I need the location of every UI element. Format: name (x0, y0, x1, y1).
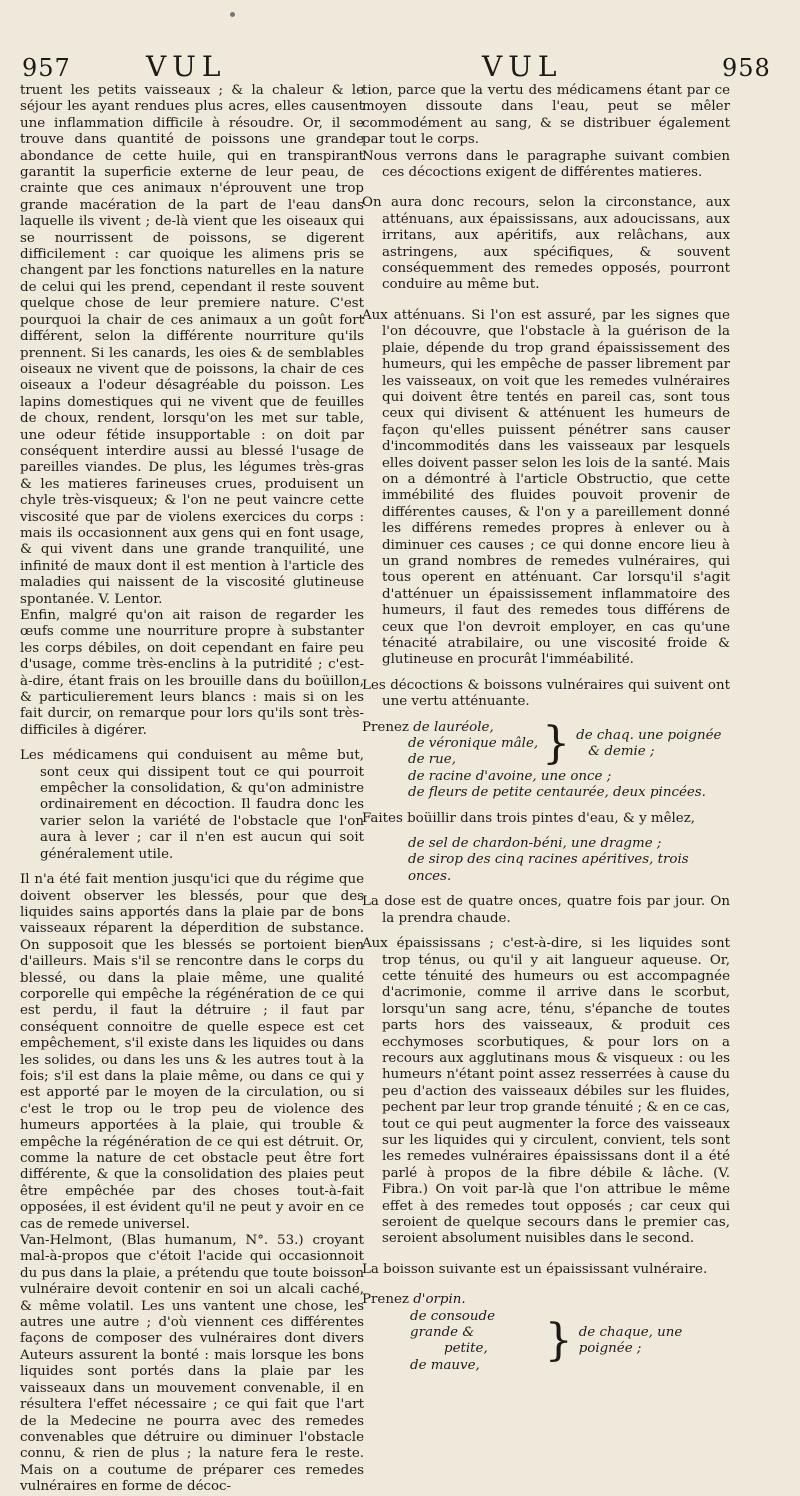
paragraph: Enfin, malgré qu'on ait raison de regarder les œufs comme une nourriture propre à substanter les corps débiles, on doit cependant en faire peu d'usage, comme très-enclins à la putridité ; c'est-à-dire, étant frais on les brouille dans du boüillon, & particulierement leurs blancs : mais si on les fait durcir, on remarque pour lors qu'ils sont très-difficiles à digérer. (20, 608, 364, 738)
recipe-item: d'orpin. (413, 1292, 466, 1308)
ink-speck (230, 12, 235, 17)
recipe-item: de véronique mâle, (408, 736, 539, 752)
recipe-item: de consoude grande & (410, 1308, 495, 1341)
recipe-1 (362, 720, 730, 802)
recipe-item: de mauve, (410, 1357, 480, 1373)
recipe-2 (362, 1292, 730, 1374)
paragraph: truent les petits vaisseaux ; & la chaleur & le séjour les ayant rendues plus acres, elles causent une inflammation difficile à résoudre. Or, il se trouve dans quantité de poissons une grande abondance de cette huile, qui en transpirant garantit la superficie externe de leur peau, de crainte que ces animaux n'éprouvent une trop grande macération de la part de l'eau dans laquelle ils vivent ; de-là vient que les oiseaux qui se nourrissent de poissons, se digerent difficilement : car quoique les alimens pris se changent par les fonctions naturelles en la nature de celui qui les prend, cependant il reste souvent quelque chose de leur premiere nature. C'est pourquoi la chair de ces animaux a un goût fort différent, selon la différente nourriture qu'ils prennent. Si les canards, les oies & de semblables oiseaux ne vivent que de poissons, la chair de ces oiseaux a l'odeur désagréable du poisson. Les lapins domestiques qui ne vivent que de feuilles de choux, rendent, lorsqu'on les met sur table, une odeur fétide insupportable : on doit par conséquent interdire aussi au blessé l'usage de pareilles viandes. De plus, les légumes très-gras & les matieres farineuses crues, produisent un chyle très-visqueux; & l'on ne peut vaincre cette viscosité que par de violens exercices du corps : mais ils occasionnent aux gens qui en font usage, & qui vivent dans une grande tranquilité, une infinité de maux dont il est mention à l'article des maladies qui naissent de la viscosité glutineuse spontanée. V. Lentor. (20, 83, 364, 607)
recipe-prenez: Prenez (362, 1292, 409, 1308)
paragraph: tion, parce que la vertu des médicamens étant par ce moyen dissoute dans l'eau, peut se mêler commodément au sang, & se distribuer également par tout le corps. (362, 83, 730, 148)
brace-glyph: } (542, 718, 571, 770)
paragraph: Il n'a été fait mention jusqu'ici que du régime que doivent observer les blessés, pour que des liquides sains apportés dans la plaie par de bons vaisseaux réparent la déperdition de substance. On supposoit que les blessés se portoient bien d'ailleurs. Mais s'il se rencontre dans le corps du blessé, ou dans la plaie même, une qualité corporelle qui empêche la régénération de ce qui est perdu, il faut la détruire ; il faut par conséquent connoitre de quelle espece est cet empêchement, s'il existe dans les liquides ou dans les solides, ou dans les uns & les autres tout à la fois; s'il est dans la plaie même, ou dans ce qui y est apporté par le moyen de la circulation, ou si c'est le trop ou le trop peu de violence des humeurs apportées à la plaie, qui trouble & empêche la régénération de ce qui est détruit. Or, comme la nature de cet obstacle peut être fort différente, & que la consolidation des plaies peut être empêchée par des choses tout-à-fait opposées, il est évident qu'il ne peut y avoir en ce cas de remede universel. (20, 872, 364, 1232)
paragraph: On aura donc recours, selon la circonstance, aux atténuans, aux épaississans, aux adoucissans, aux irritans, aux apéritifs, aux relâchans, aux astringens, aux spécifiques, & souvent conséquemment des remedes opposés, pourront conduire au même but. (362, 195, 730, 293)
brace-glyph: } (544, 1315, 573, 1367)
recipe-dose: de chaque, une poignée ; (578, 1325, 683, 1357)
paragraph: Aux atténuans. Si l'on est assuré, par les signes que l'on découvre, que l'obstacle à la guérison de la plaie, dépende du trop grand épaississement des humeurs, qui les empêche de passer librement par les vaisseaux, on voit que les remedes vulnéraires qui doivent être tentés en pareil cas, sont tous ceux qui divisent & atténuent les humeurs de façon qu'elles puissent pénétrer sans causer d'incommodités dans les vaisseaux par lesquels elles doivent passer selon les lois de la santé. Mais on a démontré à l'article Obstructio, que cette immébilité des fluides pouvoit provenir de différentes causes, & l'on y a pareillement donné les différens remedes propres à enlever ou à diminuer ces causes ; ce qui donne encore lieu à un grand nombres de remedes vulnéraires, qui tous operent en atténuant. Car lorsqu'il s'agit d'atténuer un épaississement inflammatoire des humeurs, il faut des remedes tous différens de ceux que l'on devroit employer, en cas qu'une ténacité atrabilaire, ou une viscosité froide & glutineuse en procurât l'imméabilité. (362, 307, 730, 668)
recipe-dose: de chaq. une poignée (576, 727, 722, 743)
recipe-item: de racine d'avoine, une once ; (408, 768, 612, 784)
left-headword: VUL (146, 50, 227, 83)
right-page-number: 958 (722, 54, 771, 82)
paragraph: Nous verrons dans le paragraphe suivant combien ces décoctions exigent de différentes matieres. (362, 148, 730, 181)
paragraph: Faites boüillir dans trois pintes d'eau, & y mêlez, (362, 810, 696, 826)
paragraph: Aux épaississans ; c'est-à-dire, si les liquides sont trop ténus, ou qu'il y ait langueur aqueuse. Or, cette ténuité des humeurs ou est accompagnée d'acrimonie, comme il arrive dans le scorbut, lorsqu'un sang acre, ténu, s'épanche de toutes parts hors des vaisseaux, & produit ces ecchymoses scorbutiques, & pour lors on a recours aux agglutinans mous & visqueux : ou les humeurs n'étant point assez resserrées à cause du peu d'action des vaisseaux débiles sur les fluides, pechent par leur trop grande ténuité ; & en ce cas, tout ce qui peut augmenter la force des vaisseaux sur les liquides qui y circulent, convient, tels sont les remedes vulnéraires épaississans dont il a été parlé à propos de la fibre débile & lâche. (V. Fibra.) On voit par-là que l'on attribue le même effet à des remedes tout opposés ; car ceux qui seroient de quelque secours dans le premier cas, seroient absolument nuisibles dans le second. (362, 936, 730, 1247)
left-page-number: 957 (22, 54, 71, 82)
recipe-item: petite, (444, 1341, 488, 1357)
paragraph: La boisson suivante est un épaississant vulnéraire. (362, 1261, 708, 1277)
recipe-item: de lauréole, (413, 719, 494, 735)
paragraph: La dose est de quatre onces, quatre fois par jour. On la prendra chaude. (362, 894, 730, 926)
recipe-prenez: Prenez (362, 719, 409, 735)
recipe-item: de fleurs de petite centaurée, deux pincées. (408, 785, 706, 801)
right-column (362, 83, 730, 1374)
paragraph: Les décoctions & boissons vulnéraires qui suivent ont une vertu atténuante. (362, 677, 730, 710)
recipe-item: de sirop des cinq racines apéritives, trois onces. (408, 852, 689, 884)
right-headword: VUL (482, 50, 563, 83)
recipe-dose: & demie ; (588, 744, 655, 760)
left-column (20, 83, 364, 1496)
recipe-item: de sel de chardon-béni, une dragme ; (408, 836, 662, 852)
paragraph: Van-Helmont, (Blas humanum, N°. 53.) croyant mal-à-propos que c'étoit l'acide qui occasionnoit du pus dans la plaie, a prétendu que toute boisson vulnéraire devoit contenir en soi un alcali caché, & même volatil. Les uns vantent une chose, les autres une autre ; d'où viennent ces différentes façons de composer des vulnéraires dont divers Auteurs assurent la bonté : mais lorsque les bons liquides sont portés dans la plaie par les vaisseaux dans un mouvement convenable, il en résultera l'effet nécessaire ; ce qui fait que l'art de la Medecine ne pourra avec des remedes convenables que détruire ou diminuer l'obstacle connu, & rien de plus ; la nature fera le reste. Mais on a coutume de préparer ces remedes vulnéraires en forme de décoc- (20, 1233, 364, 1495)
recipe-item: de rue, (408, 752, 456, 768)
paragraph: Les médicamens qui conduisent au même but, sont ceux qui dissipent tout ce qui pourroit empêcher la consolidation, & qu'on administre ordinairement en décoction. Il faudra donc les varier selon la variété de l'obstacle que l'on aura à lever ; car il n'en est aucun qui soit généralement utile. (20, 748, 364, 862)
